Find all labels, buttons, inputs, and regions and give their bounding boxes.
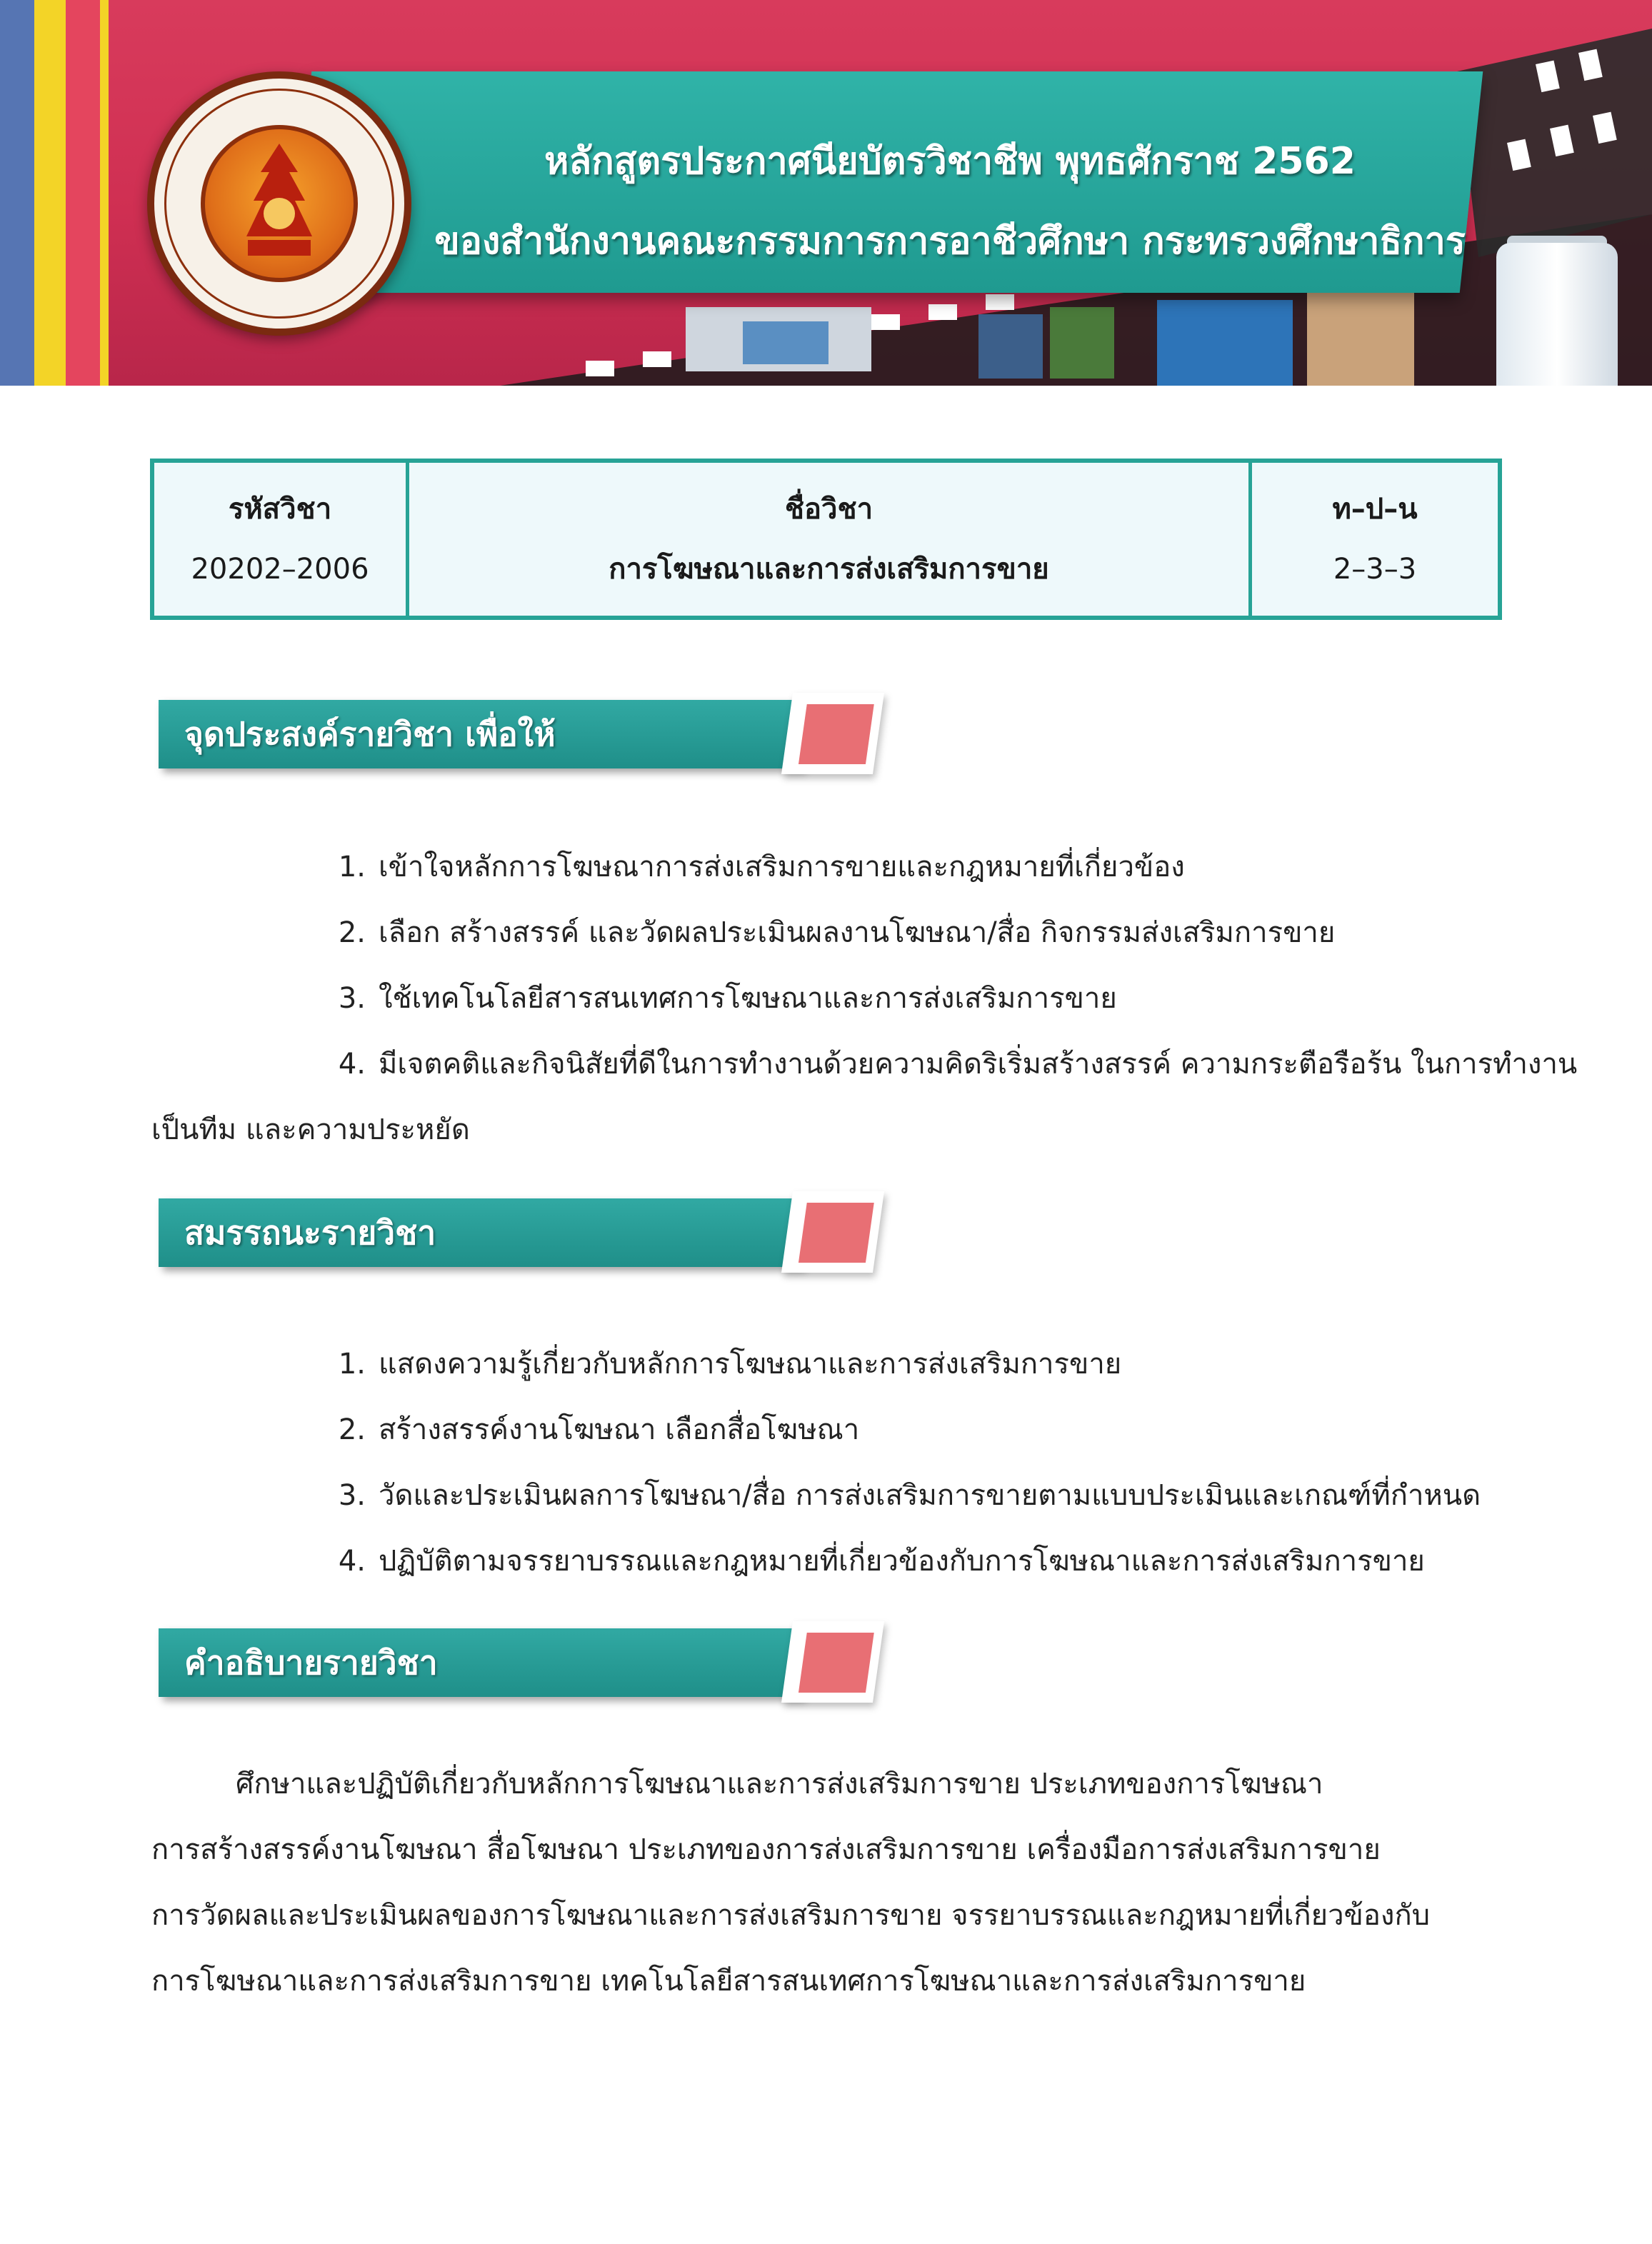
section-header-description <box>159 1621 884 1707</box>
section-corner-square <box>781 1191 884 1273</box>
course-info-table <box>150 459 1502 620</box>
section-corner-square <box>781 1621 884 1703</box>
objectives-list <box>151 834 1578 1163</box>
list-item: 3. ใช้เทคโนโลยีสารสนเทศการโฆษณาและการส่งเสริมการขาย <box>338 982 1117 1015</box>
course-code-cell <box>154 463 406 616</box>
course-code-header: รหัสวิชา <box>228 493 332 526</box>
description-line: การวัดผลและประเมินผลของการโฆษณาและการส่งเสริมการขาย จรรยาบรรณและกฎหมายที่เกี่ยวข้องกับ <box>151 1899 1431 1932</box>
list-item-continuation: เป็นทีม และความประหยัด <box>151 1113 470 1146</box>
course-hours-cell <box>1248 463 1498 616</box>
list-item: 4. ปฏิบัติตามจรรยาบรรณและกฎหมายที่เกี่ยวข้องกับการโฆษณาและการส่งเสริมการขาย <box>338 1545 1425 1578</box>
bottle-decoration <box>1496 243 1618 386</box>
section-heading: จุดประสงค์รายวิชา เพื่อให้ <box>184 715 556 753</box>
description-line: การสร้างสรรค์งานโฆษณา สื่อโฆษณา ประเภทของการส่งเสริมการขาย เครื่องมือการส่งเสริมการขาย <box>151 1833 1381 1866</box>
header-banner <box>0 0 1652 386</box>
description-line: ศึกษาและปฏิบัติเกี่ยวกับหลักการโฆษณาและการส่งเสริมการขาย ประเภทของการโฆษณา <box>236 1768 1323 1800</box>
section-header-objectives <box>159 693 884 778</box>
description-line: การโฆษณาและการส่งเสริมการขาย เทคโนโลยีสารสนเทศการโฆษณาและการส่งเสริมการขาย <box>151 1965 1306 1998</box>
description-paragraph <box>151 1751 1501 2014</box>
course-hours-header: ท–ป–น <box>1332 493 1418 526</box>
course-name-header: ชื่อวิชา <box>784 493 873 526</box>
list-item: 3. วัดและประเมินผลการโฆษณา/สื่อ การส่งเสริมการขายตามแบบประเมินและเกณฑ์ที่กำหนด <box>338 1479 1481 1512</box>
section-heading: สมรรถนะรายวิชา <box>184 1213 436 1252</box>
course-name-value: การโฆษณาและการส่งเสริมการขาย <box>609 553 1049 586</box>
list-item: 4. มีเจตคติและกิจนิสัยที่ดีในการทำงานด้วยความคิดริเริ่มสร้างสรรค์ ความกระตือรือร้น ในการทำงาน <box>338 1048 1578 1081</box>
emblem-icon <box>205 129 354 278</box>
course-hours-value: 2–3–3 <box>1333 553 1417 586</box>
seal-emblem-icon <box>201 125 358 282</box>
list-item: 1. เข้าใจหลักการโฆษณาการส่งเสริมการขายและกฎหมายที่เกี่ยวข้อง <box>338 851 1185 883</box>
page-title <box>400 121 1500 281</box>
title-line-2: ของสำนักงานคณะกรรมการการอาชีวศึกษา กระทรวงศึกษาธิการ <box>434 220 1466 263</box>
course-code-value: 20202–2006 <box>191 553 369 586</box>
list-item: 2. เลือก สร้างสรรค์ และวัดผลประเมินผลงานโฆษณา/สื่อ กิจกรรมส่งเสริมการขาย <box>338 916 1336 949</box>
list-item: 2. สร้างสรรค์งานโฆษณา เลือกสื่อโฆษณา <box>338 1413 860 1446</box>
competencies-list <box>151 1331 1501 1594</box>
title-line-1: หลักสูตรประกาศนียบัตรวิชาชีพ พุทธศักราช 2562 <box>544 140 1356 183</box>
section-heading: คำอธิบายรายวิชา <box>184 1643 438 1682</box>
section-header-competencies <box>159 1191 884 1277</box>
course-name-cell <box>406 463 1248 616</box>
section-corner-square <box>781 693 884 774</box>
list-item: 1. แสดงความรู้เกี่ยวกับหลักการโฆษณาและการส่งเสริมการขาย <box>338 1348 1122 1381</box>
vocational-commission-seal-logo <box>147 71 411 336</box>
